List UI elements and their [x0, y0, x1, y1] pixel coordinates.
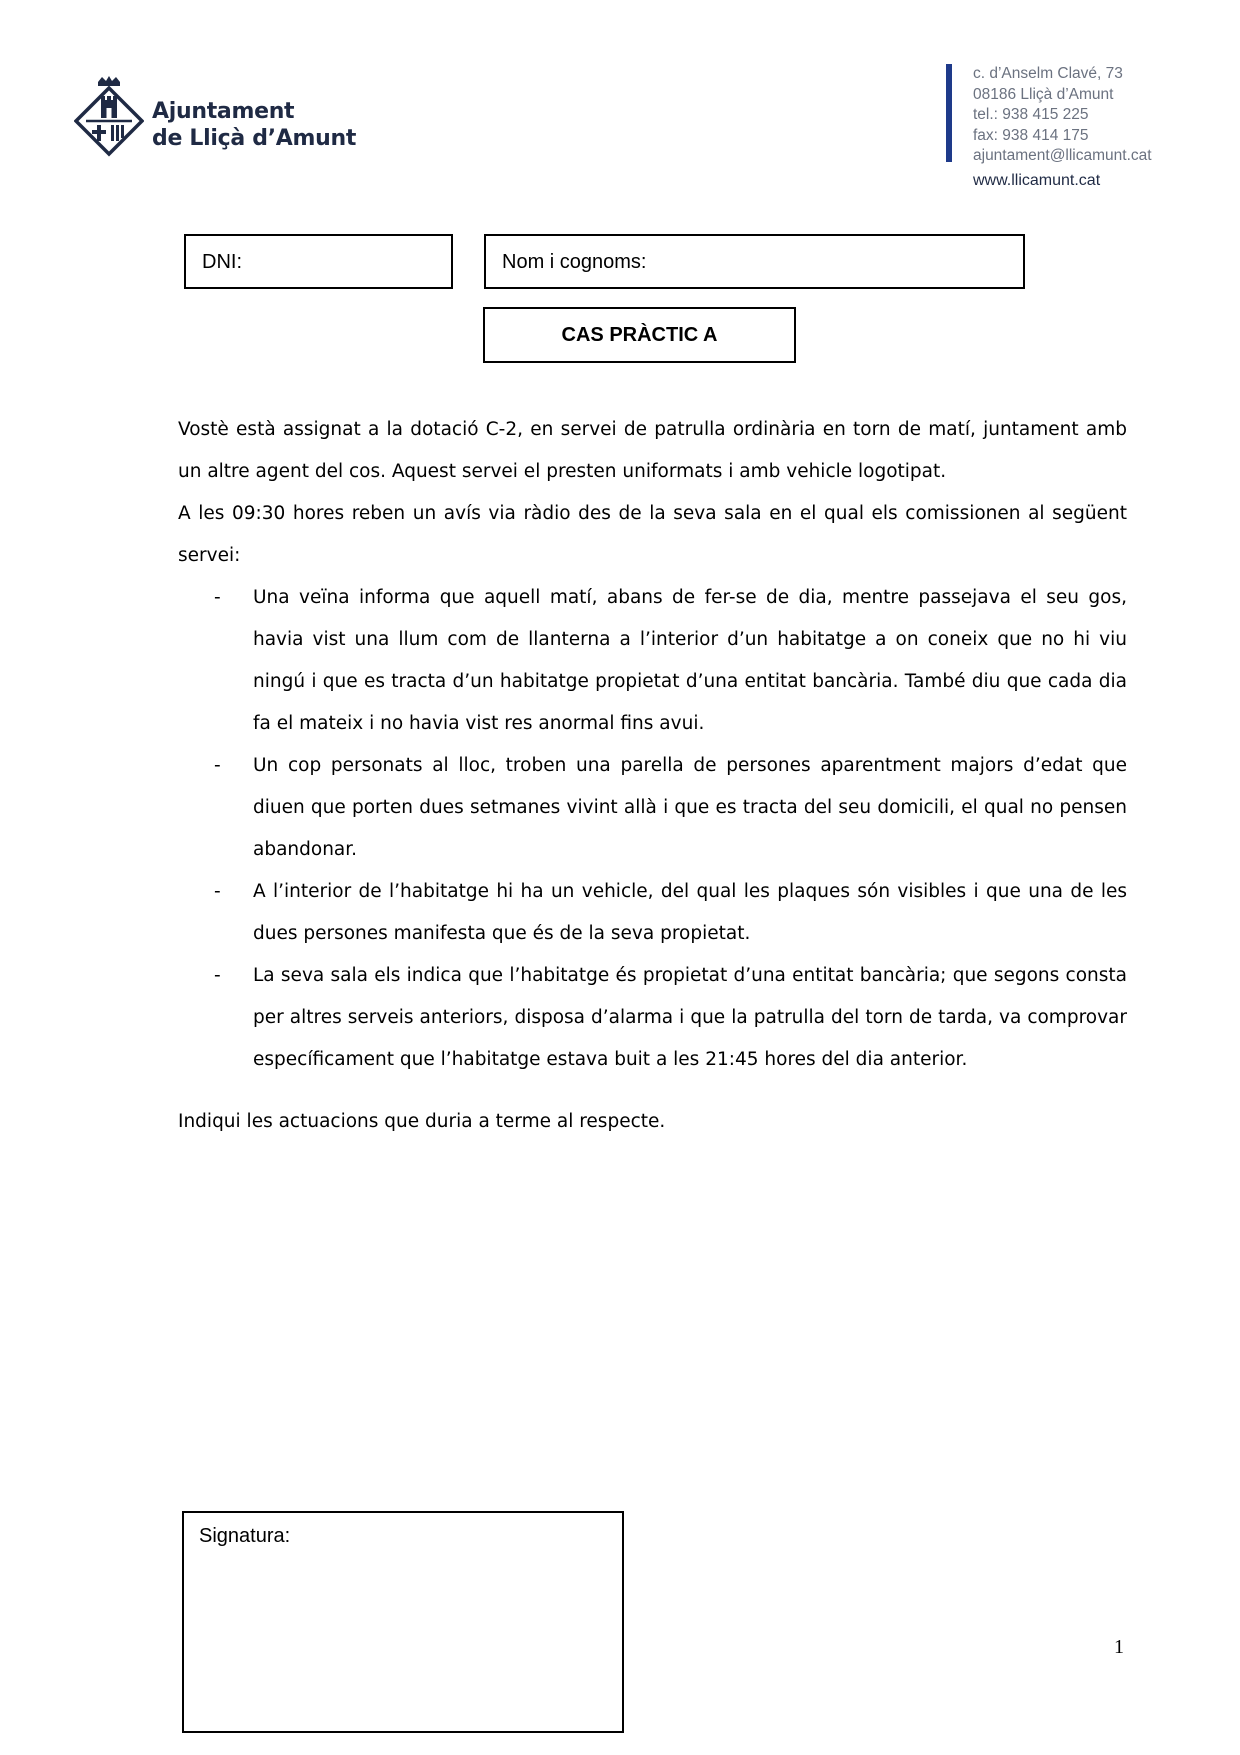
list-item [178, 577, 1127, 745]
org-name-line2: de Lliçà d’Amunt [152, 126, 357, 151]
case-statement [178, 409, 1127, 1143]
list-item-text: Un cop personats al lloc, troben una parella de persones aparentment majors d’edat que diuen que porten dues setmanes vivint allà i que es tracta del seu domicili, el qual no pensen abandonar. [253, 755, 1127, 860]
coat-of-arms-icon [74, 76, 144, 160]
case-title: CAS PRÀCTIC A [561, 324, 718, 346]
bullet-dash: - [214, 755, 221, 776]
address-email: ajuntament@llicamunt.cat [973, 147, 1152, 164]
list-item [178, 745, 1127, 871]
list-item-text: La seva sala els indica que l’habitatge és propietat d’una entitat bancària; que segons consta per altres serveis anteriors, disposa d’alarma i que la patrulla del torn de tarda, va comprovar específicament que l’habitatge estava buit a les 21:45 hores del dia anterior. [253, 965, 1127, 1070]
contact-address [973, 64, 1152, 191]
bullet-dash: - [214, 587, 221, 608]
bullet-dash: - [214, 965, 221, 986]
name-field[interactable] [484, 234, 1025, 289]
address-accent-bar [946, 64, 952, 162]
intro-paragraph-1: Vostè està assignat a la dotació C-2, en servei de patrulla ordinària en torn de matí, juntament amb un altre agent del cos. Aquest servei el presten uniformats i amb vehicle logotipat. [178, 419, 1127, 482]
name-label: Nom i cognoms: [502, 251, 647, 273]
org-name-line1: Ajuntament [152, 99, 295, 124]
intro-paragraph-2: A les 09:30 hores reben un avís via ràdio des de la seva sala en el qual els comissionen al següent servei: [178, 503, 1127, 566]
address-fax: fax: 938 414 175 [973, 126, 1089, 144]
closing-instruction: Indiqui les actuacions que duria a terme al respecte. [178, 1111, 666, 1132]
list-item [178, 871, 1127, 955]
bullet-dash: - [214, 881, 221, 902]
address-street: c. d’Anselm Clavé, 73 [973, 65, 1123, 82]
case-title-box [483, 307, 796, 363]
list-item-text: A l’interior de l’habitatge hi ha un vehicle, del qual les plaques són visibles i que una de les dues persones manifesta que és de la seva propietat. [253, 881, 1127, 944]
dni-label: DNI: [202, 251, 242, 273]
address-city: 08186 Lliçà d’Amunt [973, 85, 1114, 103]
facts-list [178, 577, 1127, 1081]
website-link[interactable]: www.llicamunt.cat [973, 171, 1101, 189]
page-number: 1 [1114, 1636, 1124, 1658]
list-item-text: Una veïna informa que aquell matí, abans de fer-se de dia, mentre passejava el seu gos, havia vist una llum com de llanterna a l’interior d’un habitatge a on coneix que no hi viu ningú i que es tracta d’un habitatge propietat d’una entitat bancària. També diu que cada dia fa el mateix i no havia vist res anormal fins avui. [253, 587, 1127, 734]
address-phone: tel.: 938 415 225 [973, 106, 1089, 123]
organization-name [152, 98, 356, 152]
dni-field[interactable] [184, 234, 453, 289]
signature-field[interactable] [182, 1511, 624, 1733]
list-item [178, 955, 1127, 1081]
signature-label: Signatura: [199, 1525, 291, 1547]
municipal-logo [74, 76, 364, 160]
